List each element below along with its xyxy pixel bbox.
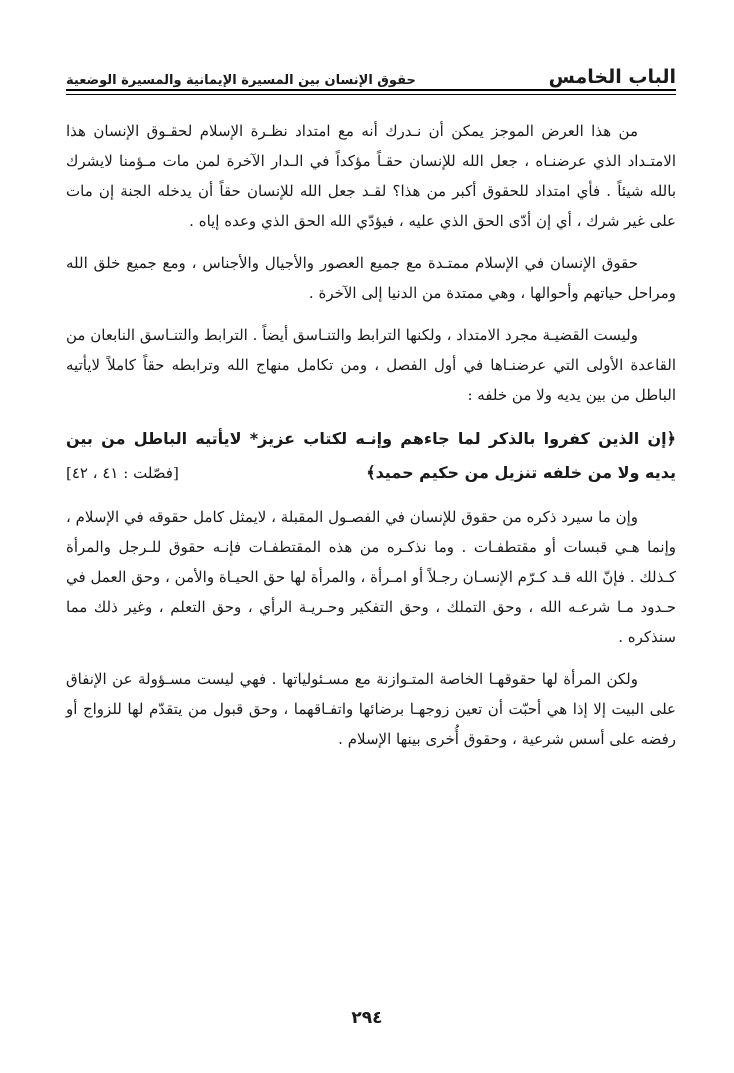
header-rule-thin [66, 94, 676, 95]
running-header [66, 54, 676, 88]
verse-citation: [فصّلت : ٤١ ، ٤٢] [66, 464, 179, 482]
body-text [66, 116, 676, 766]
quran-verse-text: ﴿إن الذين كفروا بالذكر لما جاءهم وإنـه لكتاب عزيز* لايأتيه الباطل من بين يديه ولا من خلفه تنزيل من حكيم حميد﴾ [66, 429, 676, 482]
page-number: ٢٩٤ [351, 1008, 383, 1028]
chapter-heading: الباب الخامس [548, 66, 676, 88]
paragraph-3: وليست القضيـة مجرد الامتداد ، ولكنها الترابط والتنـاسق أيضاً . الترابط والتنـاسق النابعان من القاعدة الأولى التي عرضنـاها في أول الفصل ، ومن تكامل منهاج الله وترابطه حقاً كاملاً لايأتيه الباطل من بين يديه ولا من خلفه : [66, 326, 676, 404]
paragraph-1: من هذا العرض الموجز يمكن أن نـدرك أنه مع امتداد نظـرة الإسلام لحقـوق الإنسان هذا الامتـداد الذي عرضنـاه ، جعل الله للإنسان حقـاً مؤكداً في الـدار الآخرة لمن مات مـؤمنا لايشرك بالله شيئاً . فأي امتداد للحقوق أكبر من هذا؟ لقـد جعل الله للإنسان حقاً أن يدخله الجنة إن مات على غير شرك ، أي إن أدّى الحق الذي عليه ، فيؤدّي الله الحق الذي وعده إياه . [66, 122, 676, 230]
quran-verse [66, 422, 676, 490]
paragraph-2: حقوق الإنسان في الإسلام ممتـدة مع جميع العصور والأجيال والأجناس ، ومع جميع خلق الله ومراحل حياتهم وأحوالها ، وهي ممتدة من الدنيا إلى الآخرة . [66, 254, 676, 302]
header-rule-thick [66, 89, 676, 91]
book-title: حقوق الإنسان بين المسيرة الإيمانية والمسيرة الوضعية [66, 73, 416, 88]
paragraph-4: وإن ما سيرد ذكره من حقوق للإنسان في الفصـول المقبلة ، لايمثل كامل حقوقه في الإسلام ، وإنما هـي قبسات أو مقتطفـات . وما نذكـره من هذه المقتطفـات فإنـه حقوق للـرجل والمرأة كـذلك . فإنّ الله قـد كـرّم الإنسـان رجـلاً أو امـرأة ، والمرأة لها حق الحيـاة والأمن ، وحق العمل في حـدود مـا شرعـه الله ، وحق التملك ، وحق التفكير وحـريـة الرأي ، وحق التعلم ، وغير ذلك مما سنذكره . [66, 508, 676, 646]
paragraph-5: ولكن المرأة لها حقوقهـا الخاصة المتـوازنة مع مسـئولياتها . فهي ليست مسـؤولة عن الإنفاق على البيت إلا إذا هي أحبّت أن تعين زوجهـا برضائها واتفـاقهما ، وحق قبول من يتقدّم لها للزواج أو رفضه على أسس شرعية ، وحقوق أُخرى بينها الإسلام . [66, 670, 676, 748]
